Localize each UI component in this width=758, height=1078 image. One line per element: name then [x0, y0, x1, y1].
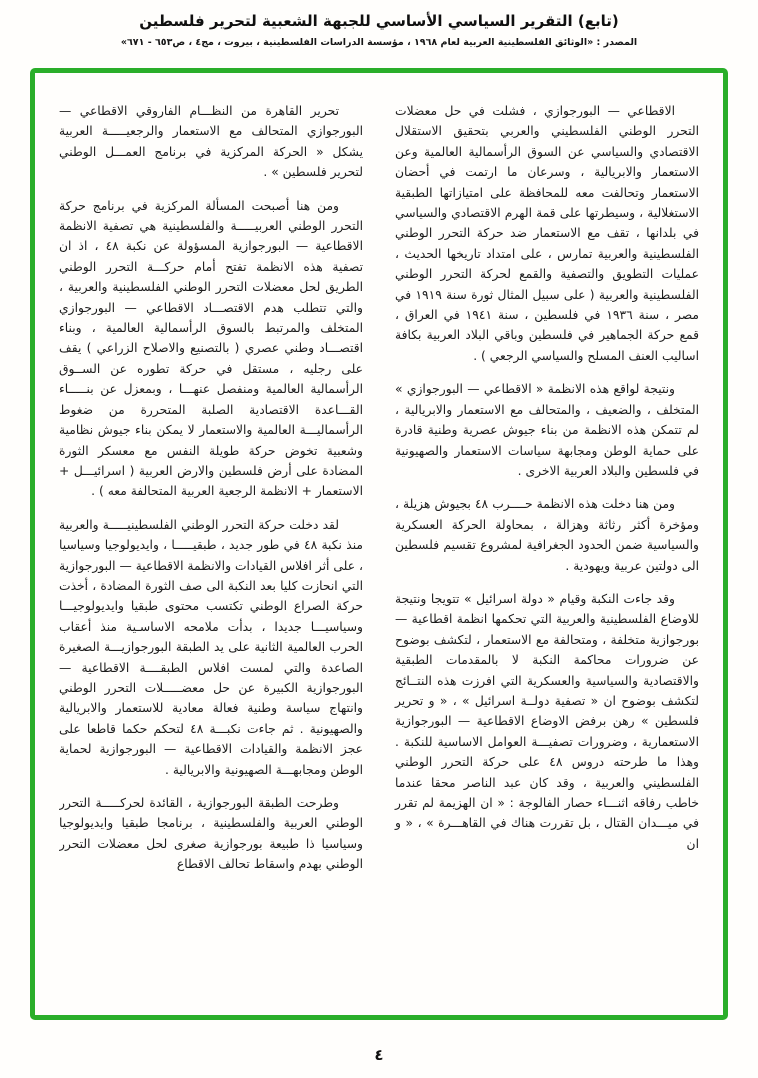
paragraph: تحرير القاهرة من النظـــام الفاروقي الاقطاعي — البورجوازي المتحالف مع الاستعمار والرجعيـــــة العربية يشكل « الحركة المركزية في برنامج العمـــل الوطني لتحرير فلسطين » .	[59, 104, 363, 180]
green-border-frame	[30, 68, 728, 1020]
text-column-left	[59, 101, 363, 1005]
page-header	[0, 0, 758, 48]
text-columns	[59, 101, 699, 1005]
paragraph: وقد جاءت النكبة وقيام « دولة اسرائيل » تتويجا ونتيجة للاوضاع الفلسطينية والعربية التي تحكمها انظمة اقطاعية — بورجوازية متخلفة ، ومتحالفة مع الاستعمار ، لتكشف بوضوح عن ضرورات محاكمة النكبة لا بالمقدمات الطبقية والاقتصادية والسياسية والعسكرية التي افرزت هذه النتــائج لتكشف بوضوح ان « تصفية دولــة اسرائيل » ، « و تحرير فلسطين » رهن برفض الاوضاع الاقطاعية — البورجوازية الاستعمارية ، وضرورات تصفيـــة العوامل الاساسية للنكبة . وهذا ما طرحته دروس ٤٨ على حركة التحرر الوطني الفلسطيني والعربية ، وقد كان عبد الناصر محقا عندما خاطب رفاقه اثنـــاء حصار الفالوجة : « ان الهزيمة لم تقرر في ميـــدان القتال ، بل تقررت هناك في القاهـــرة » ، « و ان	[395, 591, 699, 851]
source-line: المصدر : «الوثائق الفلسطينية العربية لعام ١٩٦٨ ، مؤسسة الدراسات الفلسطينية ، بيروت ، مج٤ ، ص٦٥٣ - ٦٧١»	[120, 37, 638, 48]
paragraph: ونتيجة لواقع هذه الانظمة « الاقطاعي — البورجوازي » المتخلف ، والضعيف ، والمتحالف مع الاستعمار والابريالية ، لم تتمكن هذه الانظمة من بناء جيوش عصرية وطنية قادرة على حماية الوطن ومجابهة سياسات الاستعمار والصهيونية في فلسطين والبلاد العربية الاخرى .	[395, 382, 699, 478]
page-number: ٤	[374, 1046, 384, 1064]
paragraph: ومن هنا أصبحت المسألة المركزية في برنامج حركة التحرر الوطني العربيـــــة والفلسطينية هي تصفية الانظمة الاقطاعية — البورجوازية المسؤولة عن نكبة ٤٨ ، اذ ان تصفية هذه الانظمة تفتح أمام حركـــة التحرر الوطني الطريق لحل معضلات التحرر الوطني الفلسطينية والعربية ، والتي تتطلب هدم الاقتصـــاد الاقطاعي — البورجوازي المتخلف والمرتبط بالسوق الرأسمالية العالمية ، وبناء اقتصـــاد وطني عصري ( بالتصنيع والاصلاح الزراعي ) يقف على رجليه ، مستقل في حركة تطوره عن الســوق الرأسمالية العالمية ومنفصل عنهـــا ، وبمعزل عن بنـــــاء القـــاعدة الاقتصادية الصلبة المتحررة من ضغوط الرأسماليـــة العالمية والاستعمار لا يمكن بناء جيوش نظامية وشعبية تخوض حركة طويلة النفس مع معسكر الثورة المضادة على أرض فلسطين والارض العربية ( اسرائيـــل + الاستعمار + الانظمة الرجعية العربية المتحالفة معه ) .	[59, 198, 363, 499]
paragraph: الاقطاعي — البورجوازي ، فشلت في حل معضلات التحرر الوطني الفلسطيني والعربي بتحقيق الاستقلال الاقتصادي والسياسي عن السوق الرأسمالية العالمية وعن الاستعمار والابريالية ، وسرعان ما ارتمت في أحضان الاستعمار وتحالفت معه للمحافظة على امتيازاتها الطبقية الاستغلالية ، وسيطرتها على قمة الهرم الاقتصادي والسياسي في بلدانها ، تقف مع الاستعمار ضد حركة التحرر الوطني الفلسطينية والعربية تمارس ، على امتداد تاريخها الحديث ، عمليات التطويق والتصفية والقمع لحركة التحرر الوطني الفلسطينية والعربية ( على سبيل المثال ثورة سنة ١٩١٩ في مصر ، سنة ١٩٣٦ في فلسطين ، سنة ١٩٤١ في العراق ، قمع حركة الجماهير في فلسطين وباقي البلاد العربية بكافة اساليب العنف المسلح والسياسي الرجعي ) .	[395, 104, 699, 363]
paragraph: ومن هنا دخلت هذه الانظمة حــــرب ٤٨ بجيوش هزيلة ، ومؤخرة أكثر رثاثة وهزالة ، بمحاولة الحركة العسكرية والسياسية ضمن الحدود الجغرافية لمشروع تقسيم فلسطين الى دولتين عربية ويهودية .	[395, 497, 699, 573]
text-column-right	[395, 101, 699, 1005]
paragraph: وطرحت الطبقة البورجوازية ، القائدة لحركـــــة التحرر الوطني العربية والفلسطينية ، برنامجا طبقيا وايديولوجيا وسياسيا ذا طبيعة بورجوازية صغرى لحل معضلات التحرر الوطني بهدم واسقاط تحالف الاقطاع	[59, 796, 363, 872]
page-title: (تابع) التقرير السياسي الأساسي للجبهة الشعبية لتحرير فلسطين	[139, 12, 619, 30]
paragraph: لقد دخلت حركة التحرر الوطني الفلسطينيـــــة والعربية منذ نكبة ٤٨ في طور جديد ، طبقيـــــا ، وايديولوجيا وسياسيا ، على أثر افلاس القيادات والانظمة الاقطاعية — البورجوازية التي انحازت كليا بعد النكبة الى صف الثورة المضادة ، أخذت حركة الصراع الوطني تكتسب محتوى طبقيا وايديولوجيـــا وسياسيـــا جديدا ، بدأت ملامحه الاساسـية منذ أعقاب الحرب العالمية الثانية على يد الطبقة البورجوازيـــة الصغيرة الصاعدة والتي لمست افلاس الطبقــــة الاقطاعية — البورجوازية الكبيرة عن حل معضـــــلات التحرر الوطني وانتهاج سياسة وطنية فعالة معادية للاستعمار والابريالية والصهيونية . ثم جاءت نكبـــة ٤٨ لتحكم حكما قاطعا على عجز الانظمة والقيادات الاقطاعية — البورجوازية لحماية الوطن ومجابهـــة الصهيونية والابريالية .	[59, 517, 363, 777]
